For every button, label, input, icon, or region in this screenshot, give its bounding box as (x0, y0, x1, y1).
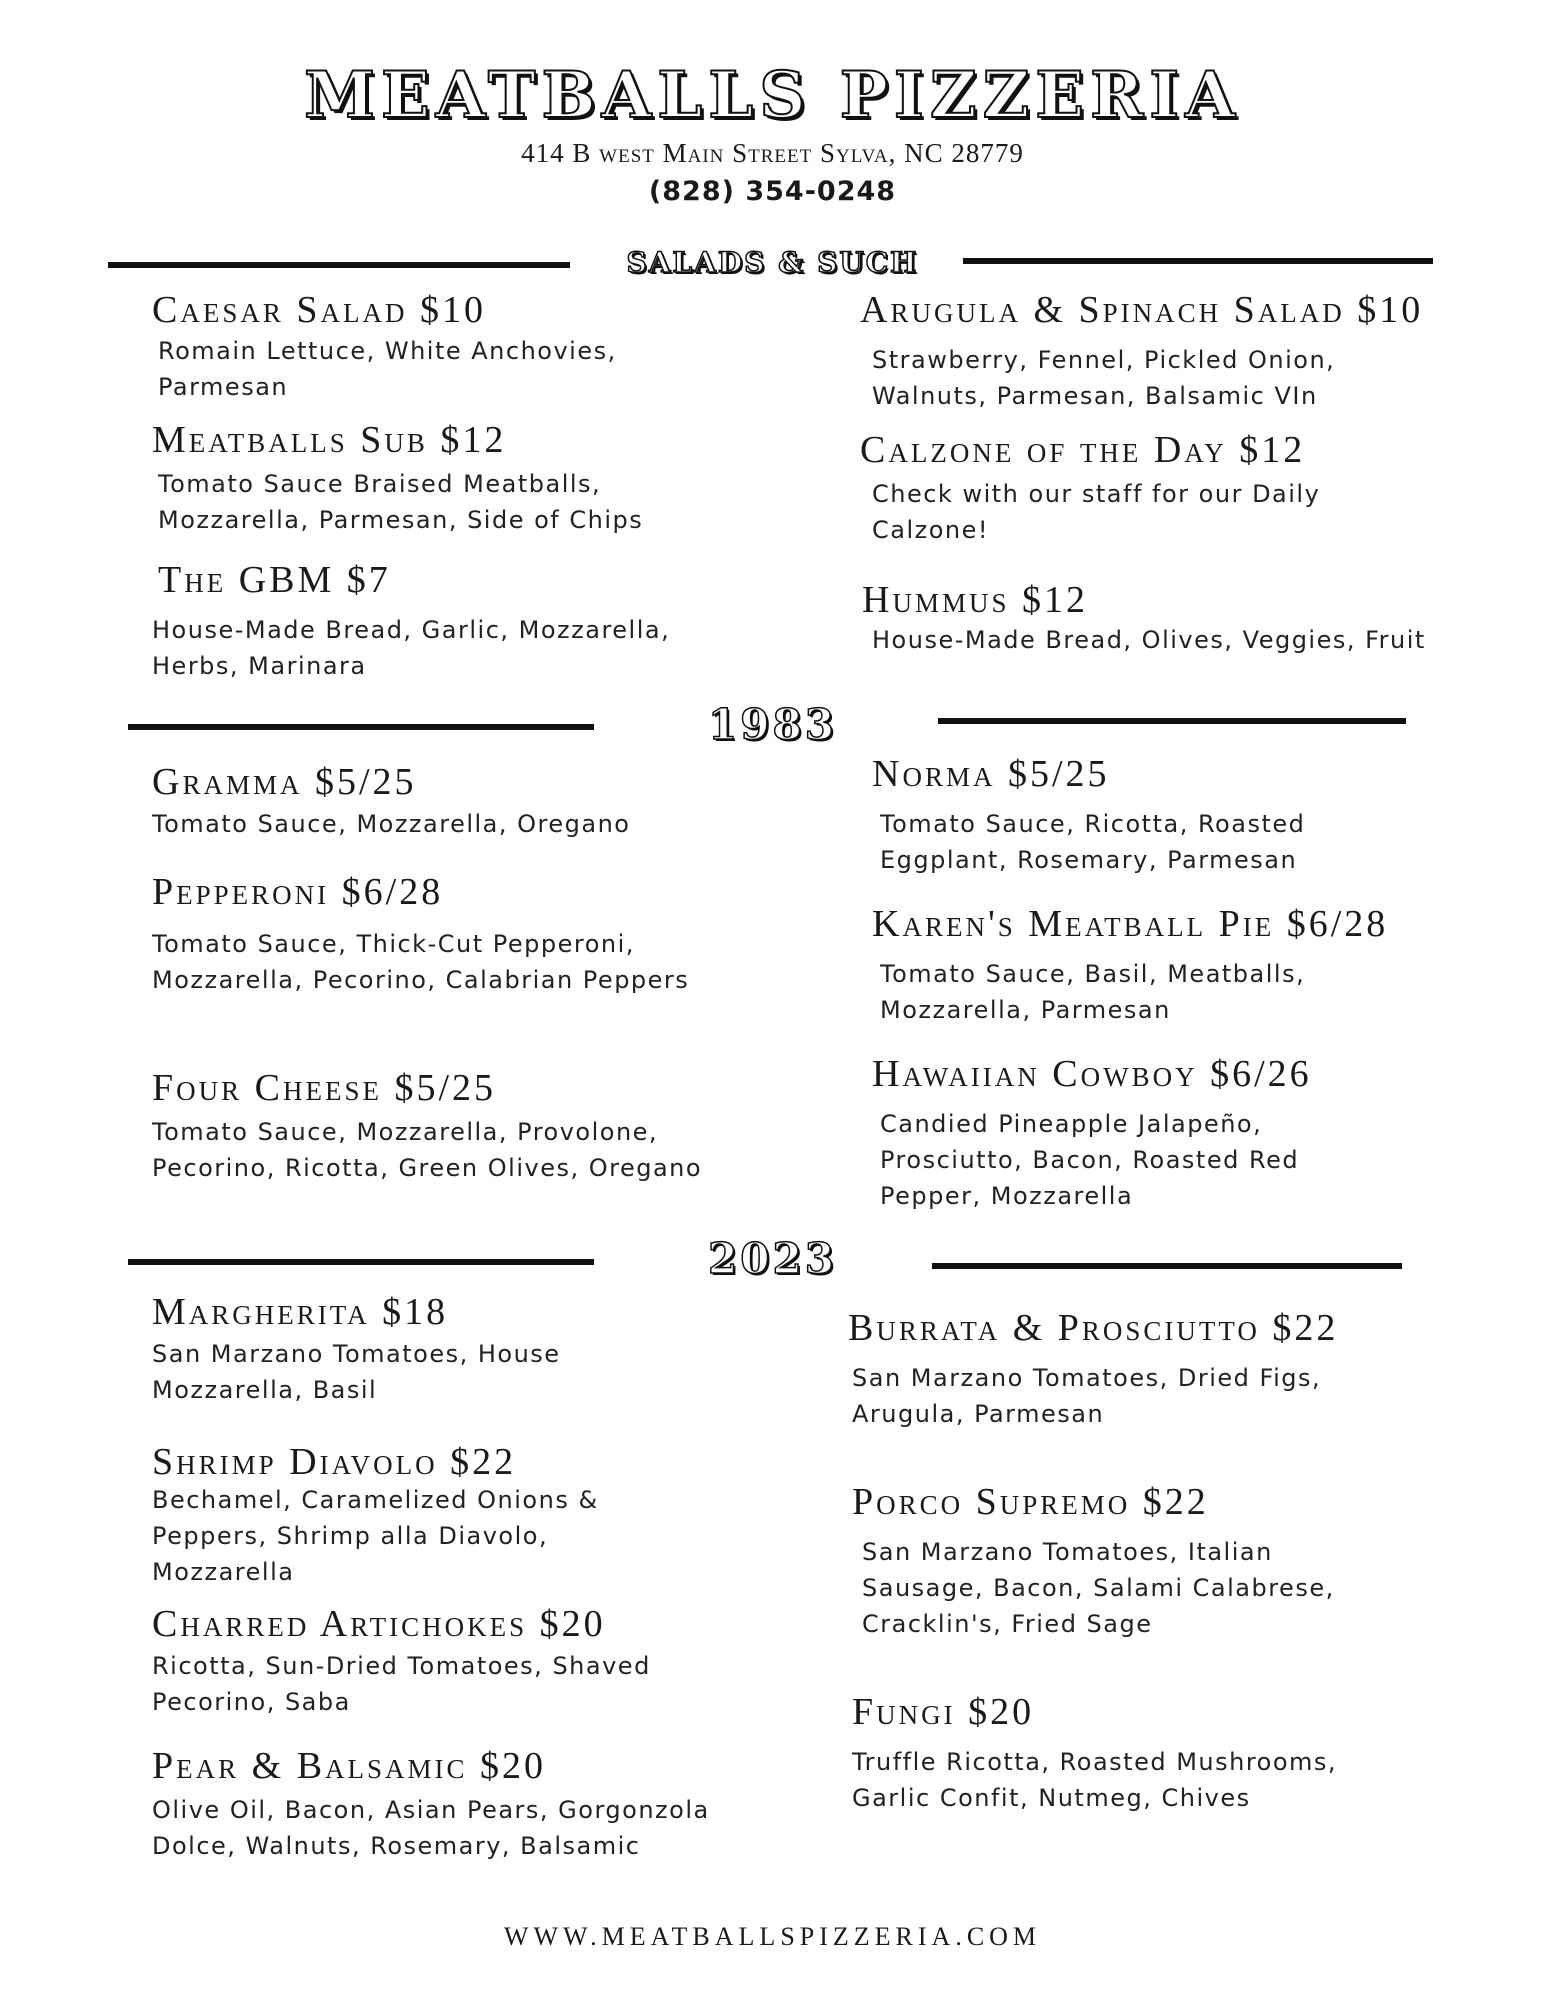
menu-item-desc: Check with our staff for our Daily Calzone! (872, 480, 1321, 544)
menu-item-desc: House-Made Bread, Olives, Veggies, Fruit (872, 626, 1426, 654)
menu-item-desc: Tomato Sauce, Basil, Meatballs, Mozzarella, Parmesan (880, 960, 1306, 1024)
menu-item-name: Hawaiian Cowboy $6/26 (872, 1053, 1312, 1095)
menu-item-name: Hummus $12 (862, 579, 1088, 621)
menu-item-name: Pear & Balsamic $20 (152, 1745, 547, 1787)
menu-item-name: Burrata & Prosciutto $22 (848, 1307, 1339, 1349)
menu-item-name: Calzone of the Day $12 (860, 429, 1306, 471)
divider-line (938, 718, 1406, 724)
menu-item-name: The GBM $7 (158, 559, 391, 601)
section-title-1983: 1983 (708, 700, 837, 749)
menu-item-name: Karen's Meatball Pie $6/28 (872, 903, 1389, 945)
menu-item-desc: Ricotta, Sun-Dried Tomatoes, Shaved Pecorino, Saba (152, 1652, 651, 1716)
menu-item-desc: Strawberry, Fennel, Pickled Onion, Walnuts, Parmesan, Balsamic VIn (872, 346, 1336, 410)
menu-item-name: Charred Artichokes $20 (152, 1603, 606, 1645)
phone-number: (828) 354-0248 (648, 176, 897, 207)
menu-item-desc: Olive Oil, Bacon, Asian Pears, Gorgonzola Dolce, Walnuts, Rosemary, Balsamic (152, 1796, 710, 1860)
menu-item-desc: Bechamel, Caramelized Onions & Peppers, Shrimp alla Diavolo, Mozzarella (152, 1486, 599, 1586)
menu-item-desc: Tomato Sauce, Mozzarella, Oregano (152, 810, 631, 838)
menu-item-desc: Romain Lettuce, White Anchovies, Parmesan (158, 337, 617, 401)
menu-item-desc: Tomato Sauce, Thick-Cut Pepperoni, Mozzarella, Pecorino, Calabrian Peppers (152, 930, 690, 994)
menu-item-desc: Candied Pineapple Jalapeño, Prosciutto, Bacon, Roasted Red Pepper, Mozzarella (880, 1110, 1300, 1210)
menu-item-name: Gramma $5/25 (152, 761, 417, 803)
restaurant-title: MEATBALLS PIZZERIA (304, 58, 1241, 133)
menu-item-desc: Tomato Sauce Braised Meatballs, Mozzarella, Parmesan, Side of Chips (158, 470, 644, 534)
divider-line (932, 1263, 1402, 1269)
menu-item-name: Arugula & Spinach Salad $10 (860, 289, 1424, 331)
section-title-salads: SALADS & SUCH (626, 246, 919, 279)
menu-item-desc: San Marzano Tomatoes, House Mozzarella, Basil (152, 1340, 561, 1404)
address: 414 B west Main Street Sylva, NC 28779 (521, 138, 1024, 168)
menu-item-name: Margherita $18 (152, 1291, 449, 1333)
menu-item-desc: San Marzano Tomatoes, Dried Figs, Arugula, Parmesan (852, 1364, 1322, 1428)
menu-item-name: Fungi $20 (852, 1691, 1035, 1733)
website-link[interactable]: WWW.MEATBALLSPIZZERIA.COM (503, 1922, 1042, 1951)
menu-item-desc: House-Made Bread, Garlic, Mozzarella, Herbs, Marinara (152, 616, 671, 680)
divider-line (963, 258, 1433, 264)
menu-item-name: Pepperoni $6/28 (152, 871, 444, 913)
menu-item-name: Caesar Salad $10 (152, 289, 486, 331)
menu-item-name: Norma $5/25 (872, 753, 1110, 795)
section-title-2023: 2023 (708, 1234, 837, 1283)
menu-item-desc: Tomato Sauce, Ricotta, Roasted Eggplant, Rosemary, Parmesan (880, 810, 1306, 874)
menu-item-name: Meatballs Sub $12 (152, 419, 507, 461)
menu-item-desc: Truffle Ricotta, Roasted Mushrooms, Garlic Confit, Nutmeg, Chives (852, 1748, 1338, 1812)
menu-item-name: Four Cheese $5/25 (152, 1067, 497, 1109)
menu-item-desc: Tomato Sauce, Mozzarella, Provolone, Pecorino, Ricotta, Green Olives, Oregano (152, 1118, 703, 1182)
menu-item-name: Porco Supremo $22 (852, 1481, 1209, 1523)
menu-item-name: Shrimp Diavolo $22 (152, 1441, 517, 1483)
menu-item-desc: San Marzano Tomatoes, Italian Sausage, Bacon, Salami Calabrese, Cracklin's, Fried Sage (862, 1538, 1335, 1638)
